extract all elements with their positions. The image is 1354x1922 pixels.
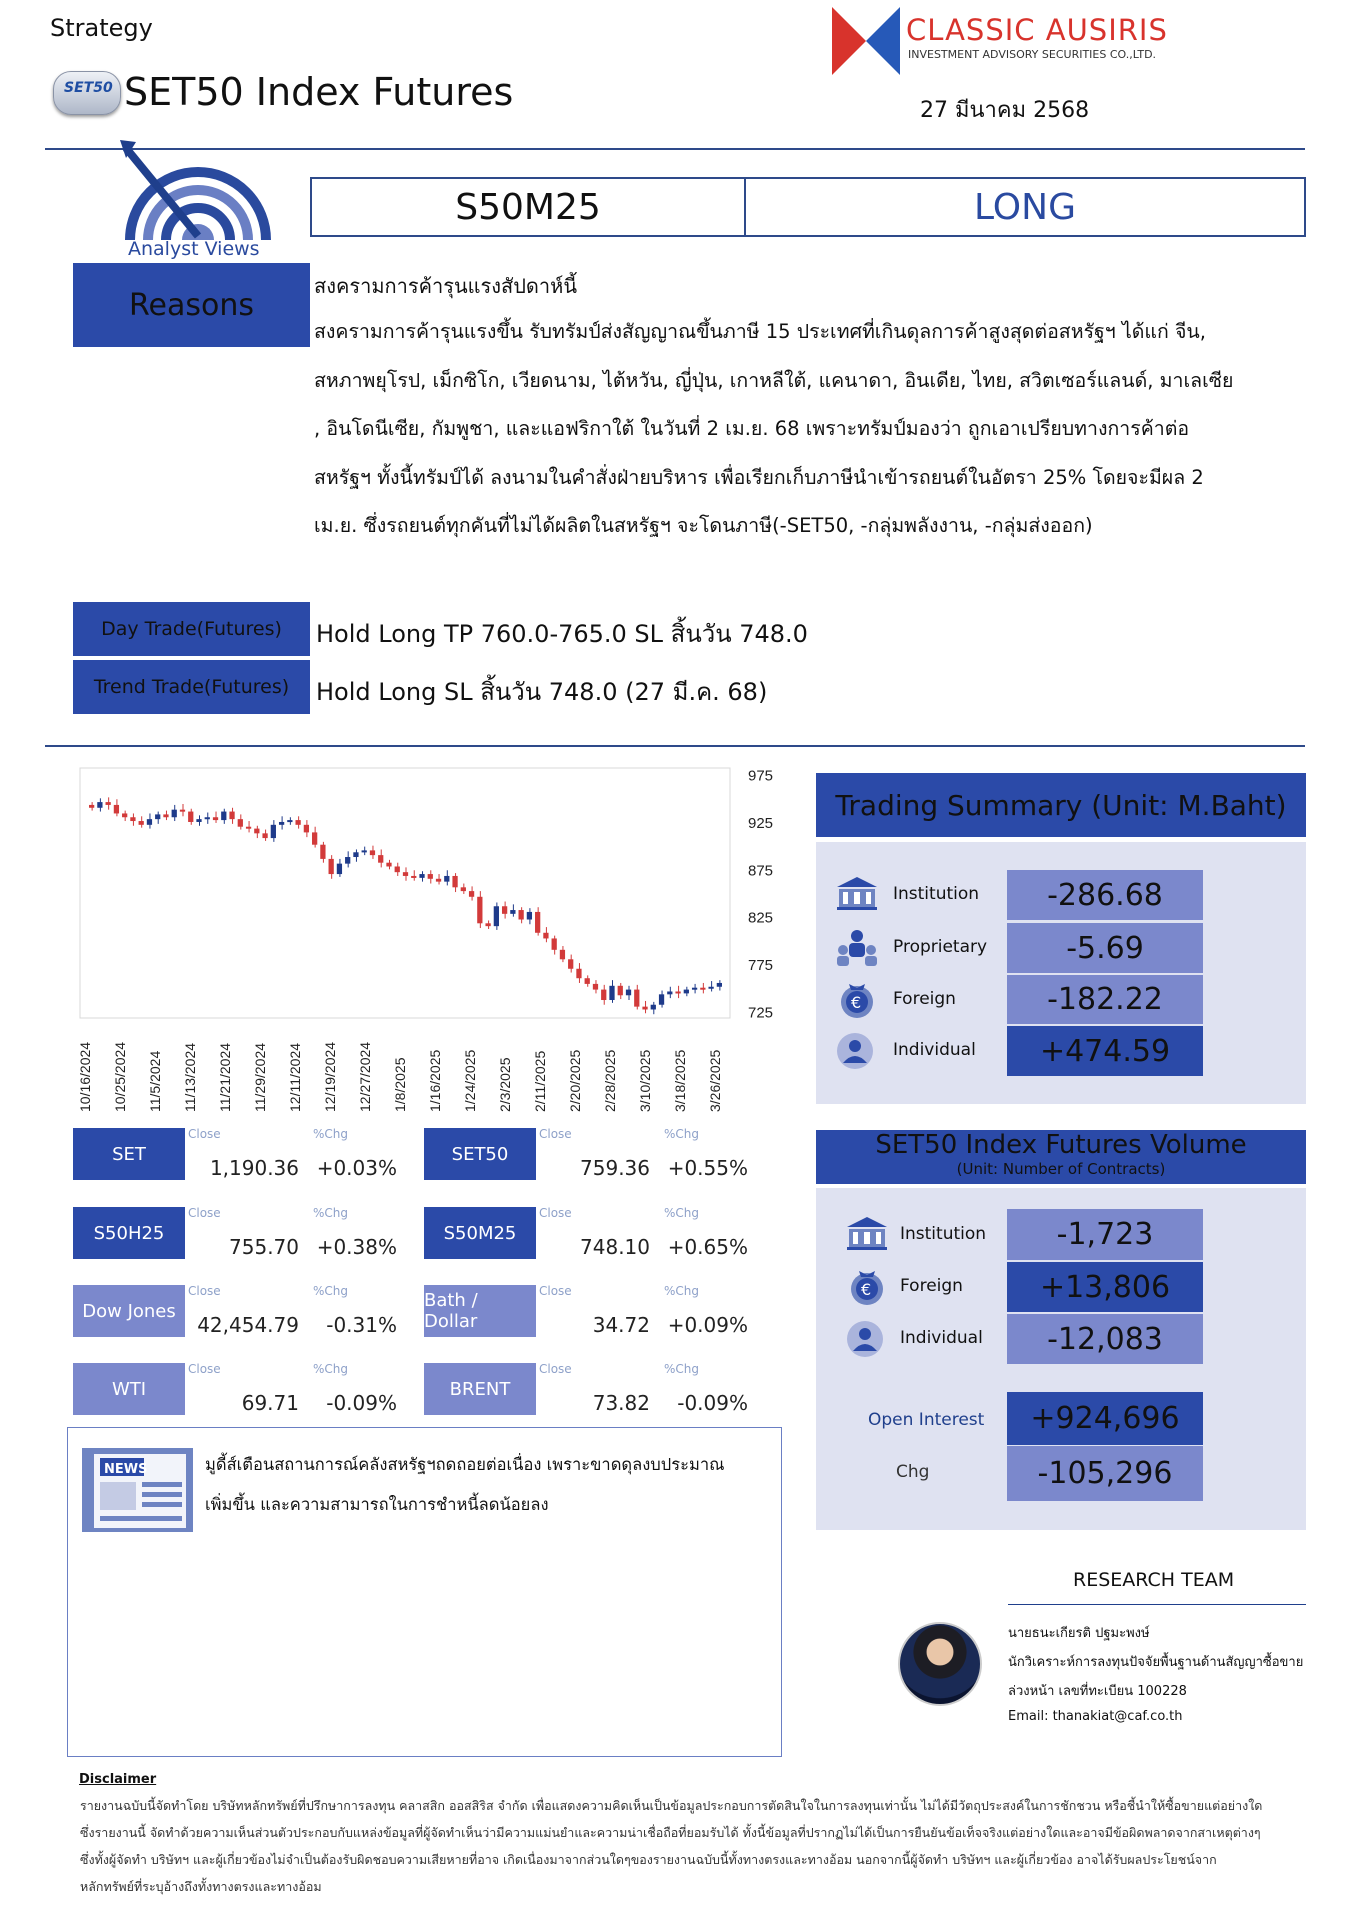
quote-change-value: +0.38% (316, 1235, 397, 1259)
quote-change-value: +0.55% (667, 1156, 748, 1180)
candle-body (717, 983, 722, 987)
candle-body (337, 864, 342, 874)
candle-body (485, 923, 490, 926)
quote-name-1: SET50 (424, 1128, 536, 1180)
open-interest-label: Open Interest (868, 1410, 985, 1430)
quote-change-value: -0.31% (326, 1313, 397, 1337)
candle-body (114, 805, 119, 814)
candle-body (188, 812, 193, 822)
candle-body (155, 814, 160, 819)
summary-row-label: Proprietary (893, 937, 988, 957)
news-tag: NEWS (104, 1462, 148, 1477)
brand-subtitle: INVESTMENT ADVISORY SECURITIES CO.,LTD. (908, 48, 1157, 61)
candle-body (601, 990, 606, 1000)
close-label: Close (539, 1362, 572, 1376)
candle-body (221, 812, 226, 821)
y-tick-label: 825 (748, 909, 774, 927)
analyst-email: Email: thanakiat@caf.co.th (1008, 1709, 1183, 1724)
candle-body (419, 874, 424, 878)
quote-name-7: BRENT (424, 1363, 536, 1415)
candle-body (502, 906, 507, 914)
page-title: SET50 Index Futures (124, 70, 514, 114)
individual-icon (845, 1319, 885, 1363)
reasons-headline: สงครามการค้ารุนแรงสัปดาห์นี้ (314, 274, 577, 298)
close-label: Close (539, 1206, 572, 1220)
quote-name-6: WTI (73, 1363, 185, 1415)
disclaimer-body (80, 1792, 1330, 1900)
candle-body (568, 959, 573, 968)
candle-body (196, 819, 201, 822)
volume-subtitle: (Unit: Number of Contracts) (956, 1160, 1166, 1178)
candle-body (651, 1005, 656, 1010)
candle-body (122, 813, 127, 817)
x-tick-label: 1/16/2025 (427, 1049, 443, 1112)
x-tick-label: 10/25/2024 (112, 1041, 128, 1112)
x-tick-label: 1/24/2025 (462, 1049, 478, 1112)
candle-body (395, 866, 400, 872)
quote-change-value: +0.03% (316, 1156, 397, 1180)
candle-body (312, 832, 317, 844)
x-tick-label: 3/10/2025 (637, 1049, 653, 1112)
candle-body (320, 845, 325, 859)
close-label: Close (188, 1127, 221, 1141)
newspaper-icon (80, 1440, 195, 1535)
close-label: Close (188, 1206, 221, 1220)
disclaimer-line: ซึ่งรายงานนี้ จัดทำด้วยความเห็นส่วนตัวประกอบกับแหล่งข้อมูลที่ผู้จัดทำเห็นว่ามีความแม่นยำและความน่าเชื่อถือที่ยอมรับได้ ทั้งนี้ข้อมูลที่ปรากฏไม่ได้เป็นการยืนยันข้อเท็จจริงแต่อย่างใดและอาจมีข้อผิดพลาดจากสาเหตุต่างๆ (80, 1825, 1261, 1840)
close-label: Close (539, 1127, 572, 1141)
news-panel (67, 1427, 782, 1757)
pct-chg-label: %Chg (664, 1362, 700, 1376)
candle-body (362, 850, 367, 852)
analyst-avatar (898, 1622, 982, 1706)
quote-close-value: 69.71 (241, 1391, 299, 1415)
candle-body (494, 906, 499, 926)
candle-body (692, 988, 697, 990)
pct-chg-label: %Chg (664, 1284, 700, 1298)
quote-name-0: SET (73, 1128, 185, 1180)
candle-body (477, 897, 482, 924)
quote-close-value: 42,454.79 (197, 1313, 299, 1337)
quote-change-value: +0.65% (667, 1235, 748, 1259)
summary-row-label: Institution (900, 1223, 987, 1244)
brand-name: CLASSIC AUSIRIS (906, 13, 1168, 47)
candle-body (287, 820, 292, 822)
strategy-label: Strategy (50, 14, 153, 42)
candle-body (659, 994, 664, 1004)
chart-plot-area (80, 768, 730, 1018)
candle-body (329, 859, 334, 874)
quote-name-3: S50M25 (424, 1207, 536, 1259)
y-tick-label: 775 (748, 957, 774, 975)
candle-body (163, 814, 168, 817)
summary-row-label: Individual (900, 1328, 983, 1348)
x-tick-label: 12/19/2024 (322, 1041, 338, 1112)
disclaimer-line: รายงานฉบับนี้จัดทำโดย บริษัทหลักทรัพย์ที่ปรึกษาการลงทุน คลาสสิก ออสสิริส จำกัด เพื่อแสดงความคิดเห็นเป็นข้อมูลประกอบการตัดสินใจในการลงทุนเท่านั้น ไม่ได้มีวัตถุประสงค์ในการชักชวน หรือชี้นำให้ซื้อขายแต่อย่างใด (80, 1798, 1263, 1813)
analyst-name: นายธนะเกียรติ ปฐมะพงษ์ (1008, 1626, 1150, 1641)
summary-row-label: Institution (893, 884, 980, 904)
trend-trade-text: Hold Long SL สิ้นวัน 748.0 (27 มี.ค. 68) (316, 678, 768, 706)
quote-change-value: +0.09% (667, 1313, 748, 1337)
candle-body (708, 987, 713, 989)
oi-chg-label: Chg (896, 1462, 930, 1482)
reason-line: สหภาพยุโรป, เม็กซิโก, เวียดนาม, ไต้หวัน, ญี่ปุ่น, เกาหลีใต้, แคนาดา, อินเดีย, ไทย, สวิตเซอร์แลนด์, มาเลเซีย (314, 368, 1234, 392)
quote-change-value: -0.09% (326, 1391, 397, 1415)
candle-body (205, 817, 210, 819)
pct-chg-label: %Chg (313, 1206, 349, 1220)
quote-name-4: Dow Jones (73, 1285, 185, 1337)
candle-body (700, 988, 705, 990)
svg-text:€: € (861, 1280, 872, 1299)
pct-chg-label: %Chg (313, 1362, 349, 1376)
candle-body (469, 891, 474, 897)
volume-header (816, 1130, 1306, 1184)
x-tick-label: 1/8/2025 (392, 1057, 408, 1112)
summary-row-value: -1,723 (1007, 1209, 1203, 1260)
analyst-role: นักวิเคราะห์การลงทุนปัจจัยพื้นฐานด้านสัญญาซื้อขาย (1008, 1655, 1304, 1670)
x-tick-label: 11/13/2024 (182, 1042, 198, 1112)
candle-body (527, 912, 532, 920)
candle-body (667, 991, 672, 994)
candle-body (444, 876, 449, 882)
report-date: 27 มีนาคม 2568 (920, 98, 1090, 123)
oi-chg-value: -105,296 (1007, 1446, 1203, 1501)
candle-body (535, 912, 540, 933)
trading-summary-header: Trading Summary (Unit: M.Baht) (816, 773, 1306, 837)
candle-body (386, 863, 391, 867)
close-label: Close (188, 1284, 221, 1298)
summary-row-label: Foreign (900, 1276, 963, 1296)
pct-chg-label: %Chg (664, 1127, 700, 1141)
disclaimer-line: หลักทรัพย์ที่ระบุอ้างถึงทั้งทางตรงและทางอ้อม (80, 1879, 322, 1894)
candle-body (675, 991, 680, 993)
candle-body (378, 855, 383, 863)
x-tick-label: 3/26/2025 (707, 1049, 723, 1112)
quote-close-value: 748.10 (580, 1235, 650, 1259)
quote-change-value: -0.09% (677, 1391, 748, 1415)
summary-row-value: -12,083 (1007, 1314, 1203, 1364)
disclaimer-line: ซึ่งทั้งผู้จัดทำ บริษัทฯ และผู้เกี่ยวข้องไม่จำเป็นต้องรับผิดชอบความเสียหายที่อาจ เกิดเนื่องมาจากส่วนใดๆของรายงานฉบับนี้ทั้งทางตรงและทางอ้อม นอกจากนี้ผู้จัดทำ บริษัทฯ และผู้เกี่ยวข้อง อาจได้รับผลประโยชน์จาก (80, 1852, 1217, 1867)
badge-text: SET50 (64, 80, 113, 96)
reason-line: , อินโดนีเซีย, กัมพูชา, และแอฟริกาใต้ ในวันที่ 2 เม.ย. 68 เพราะทรัมป์มองว่า ถูกเอาเปรียบทางการค้าต่อ (314, 417, 1190, 440)
y-tick-label: 725 (748, 1004, 774, 1022)
candle-body (106, 802, 111, 805)
candle-body (684, 990, 689, 994)
candle-body (213, 817, 218, 820)
x-tick-label: 10/16/2024 (77, 1041, 93, 1112)
summary-row-value: -5.69 (1007, 923, 1203, 973)
x-tick-label: 11/29/2024 (252, 1042, 268, 1112)
summary-row-label: Individual (893, 1040, 976, 1060)
day-trade-label: Day Trade(Futures) (73, 602, 310, 656)
quote-close-value: 73.82 (592, 1391, 650, 1415)
candle-body (304, 825, 309, 833)
candle-body (436, 879, 441, 882)
pct-chg-label: %Chg (664, 1206, 700, 1220)
call-position: LONG (974, 186, 1076, 228)
candle-body (461, 887, 466, 891)
candle-body (172, 810, 177, 818)
quote-close-value: 755.70 (229, 1235, 299, 1259)
candle-body (428, 874, 433, 879)
day-trade-text: Hold Long TP 760.0-765.0 SL สิ้นวัน 748.0 (316, 620, 808, 648)
candle-body (510, 910, 515, 914)
candle-body (593, 984, 598, 990)
foreign-icon (835, 980, 879, 1024)
candle-body (576, 969, 581, 978)
x-tick-label: 12/11/2024 (287, 1042, 303, 1112)
individual-icon (835, 1031, 875, 1075)
disclaimer-title: Disclaimer (79, 1772, 157, 1787)
candle-body (552, 938, 557, 949)
candle-body (262, 833, 267, 838)
research-divider (1008, 1604, 1306, 1605)
pct-chg-label: %Chg (313, 1127, 349, 1141)
candle-body (634, 990, 639, 1007)
quote-close-value: 1,190.36 (209, 1156, 299, 1180)
reason-line: สงครามการค้ารุนแรงขึ้น รับทรัมป์ส่งสัญญาณขึ้นภาษี 15 ประเทศที่เกินดุลการค้าสูงสุดต่อสหรัฐฯ ได้แก่ จีน, (314, 320, 1206, 343)
y-tick-label: 975 (748, 767, 774, 785)
candle-body (238, 819, 243, 827)
trend-trade-label: Trend Trade(Futures) (73, 660, 310, 714)
candle-body (180, 810, 185, 812)
quote-close-value: 759.36 (580, 1156, 650, 1180)
candle-body (130, 817, 135, 821)
svg-text:€: € (851, 992, 862, 1012)
candle-body (585, 978, 590, 984)
volume-title: SET50 Index Futures Volume (875, 1130, 1247, 1160)
x-tick-label: 2/11/2025 (532, 1050, 548, 1112)
summary-row-value: -182.22 (1007, 975, 1203, 1024)
institution-icon (835, 875, 879, 915)
candle-body (370, 850, 375, 855)
call-contract: S50M25 (312, 179, 746, 235)
pct-chg-label: %Chg (313, 1284, 349, 1298)
analyst-views-caption: Analyst Views (128, 238, 260, 260)
foreign-icon (845, 1267, 889, 1311)
candle-body (519, 910, 524, 919)
x-tick-label: 11/5/2024 (147, 1050, 163, 1112)
candle-body (618, 986, 623, 995)
candle-body (254, 829, 259, 834)
summary-row-value: -286.68 (1007, 870, 1203, 920)
candle-body (452, 876, 457, 887)
y-tick-label: 875 (748, 862, 774, 880)
close-label: Close (188, 1362, 221, 1376)
institution-icon (845, 1215, 889, 1255)
candle-body (543, 933, 548, 939)
candle-body (411, 876, 416, 878)
candle-body (345, 857, 350, 864)
candle-body (246, 827, 251, 829)
candle-body (147, 819, 152, 825)
candle-body (609, 986, 614, 1000)
summary-row-value: +474.59 (1007, 1026, 1203, 1076)
candle-body (295, 820, 300, 825)
reasons-label: Reasons (73, 263, 310, 347)
proprietary-icon (835, 928, 879, 972)
reason-line: สหรัฐฯ ทั้งนี้ทรัมป์ได้ ลงนามในคำสั่งฝ่ายบริหาร เพื่อเรียกเก็บภาษีนำเข้ารถยนต์ในอัตรา 25% โดยจะมีผล 2 (314, 465, 1204, 489)
news-text-line: เพิ่มขึ้น และความสามารถในการชำหนี้ลดน้อยลง (205, 1495, 549, 1514)
candle-body (642, 1007, 647, 1010)
quote-close-value: 34.72 (592, 1313, 650, 1337)
candle-body (353, 852, 358, 857)
candle-body (560, 950, 565, 959)
news-text-line: มูดี้ส์เตือนสถานการณ์คลังสหรัฐฯถดถอยต่อเนื่อง เพราะขาดดุลงบประมาณ (205, 1455, 725, 1474)
candle-body (279, 822, 284, 825)
x-tick-label: 12/27/2024 (357, 1041, 373, 1112)
analyst-role: ล่วงหน้า เลขที่ทะเบียน 100228 (1008, 1684, 1187, 1699)
candle-body (626, 990, 631, 996)
x-tick-label: 2/3/2025 (497, 1057, 513, 1112)
candle-body (229, 812, 234, 820)
x-tick-label: 11/21/2024 (217, 1042, 233, 1112)
reason-line: เม.ย. ซึ่งรถยนต์ทุกคันที่ไม่ได้ผลิตในสหรัฐฯ จะโดนภาษี(-SET50, -กลุ่มพลังงาน, -กลุ่มส่งออก) (314, 514, 1093, 537)
x-tick-label: 2/28/2025 (602, 1049, 618, 1112)
close-label: Close (539, 1284, 572, 1298)
open-interest-value: +924,696 (1007, 1392, 1203, 1445)
summary-row-label: Foreign (893, 988, 956, 1009)
candle-body (139, 821, 144, 825)
y-tick-label: 925 (748, 814, 774, 832)
x-tick-label: 3/18/2025 (672, 1049, 688, 1112)
x-tick-label: 2/20/2025 (567, 1049, 583, 1112)
candle-body (271, 825, 276, 838)
candle-body (89, 805, 94, 808)
candle-body (403, 872, 408, 876)
research-heading: RESEARCH TEAM (1073, 1569, 1235, 1591)
summary-row-value: +13,806 (1007, 1262, 1203, 1312)
quote-name-2: S50H25 (73, 1207, 185, 1259)
quote-name-5: Bath / Dollar (424, 1285, 536, 1337)
candle-body (97, 802, 102, 808)
